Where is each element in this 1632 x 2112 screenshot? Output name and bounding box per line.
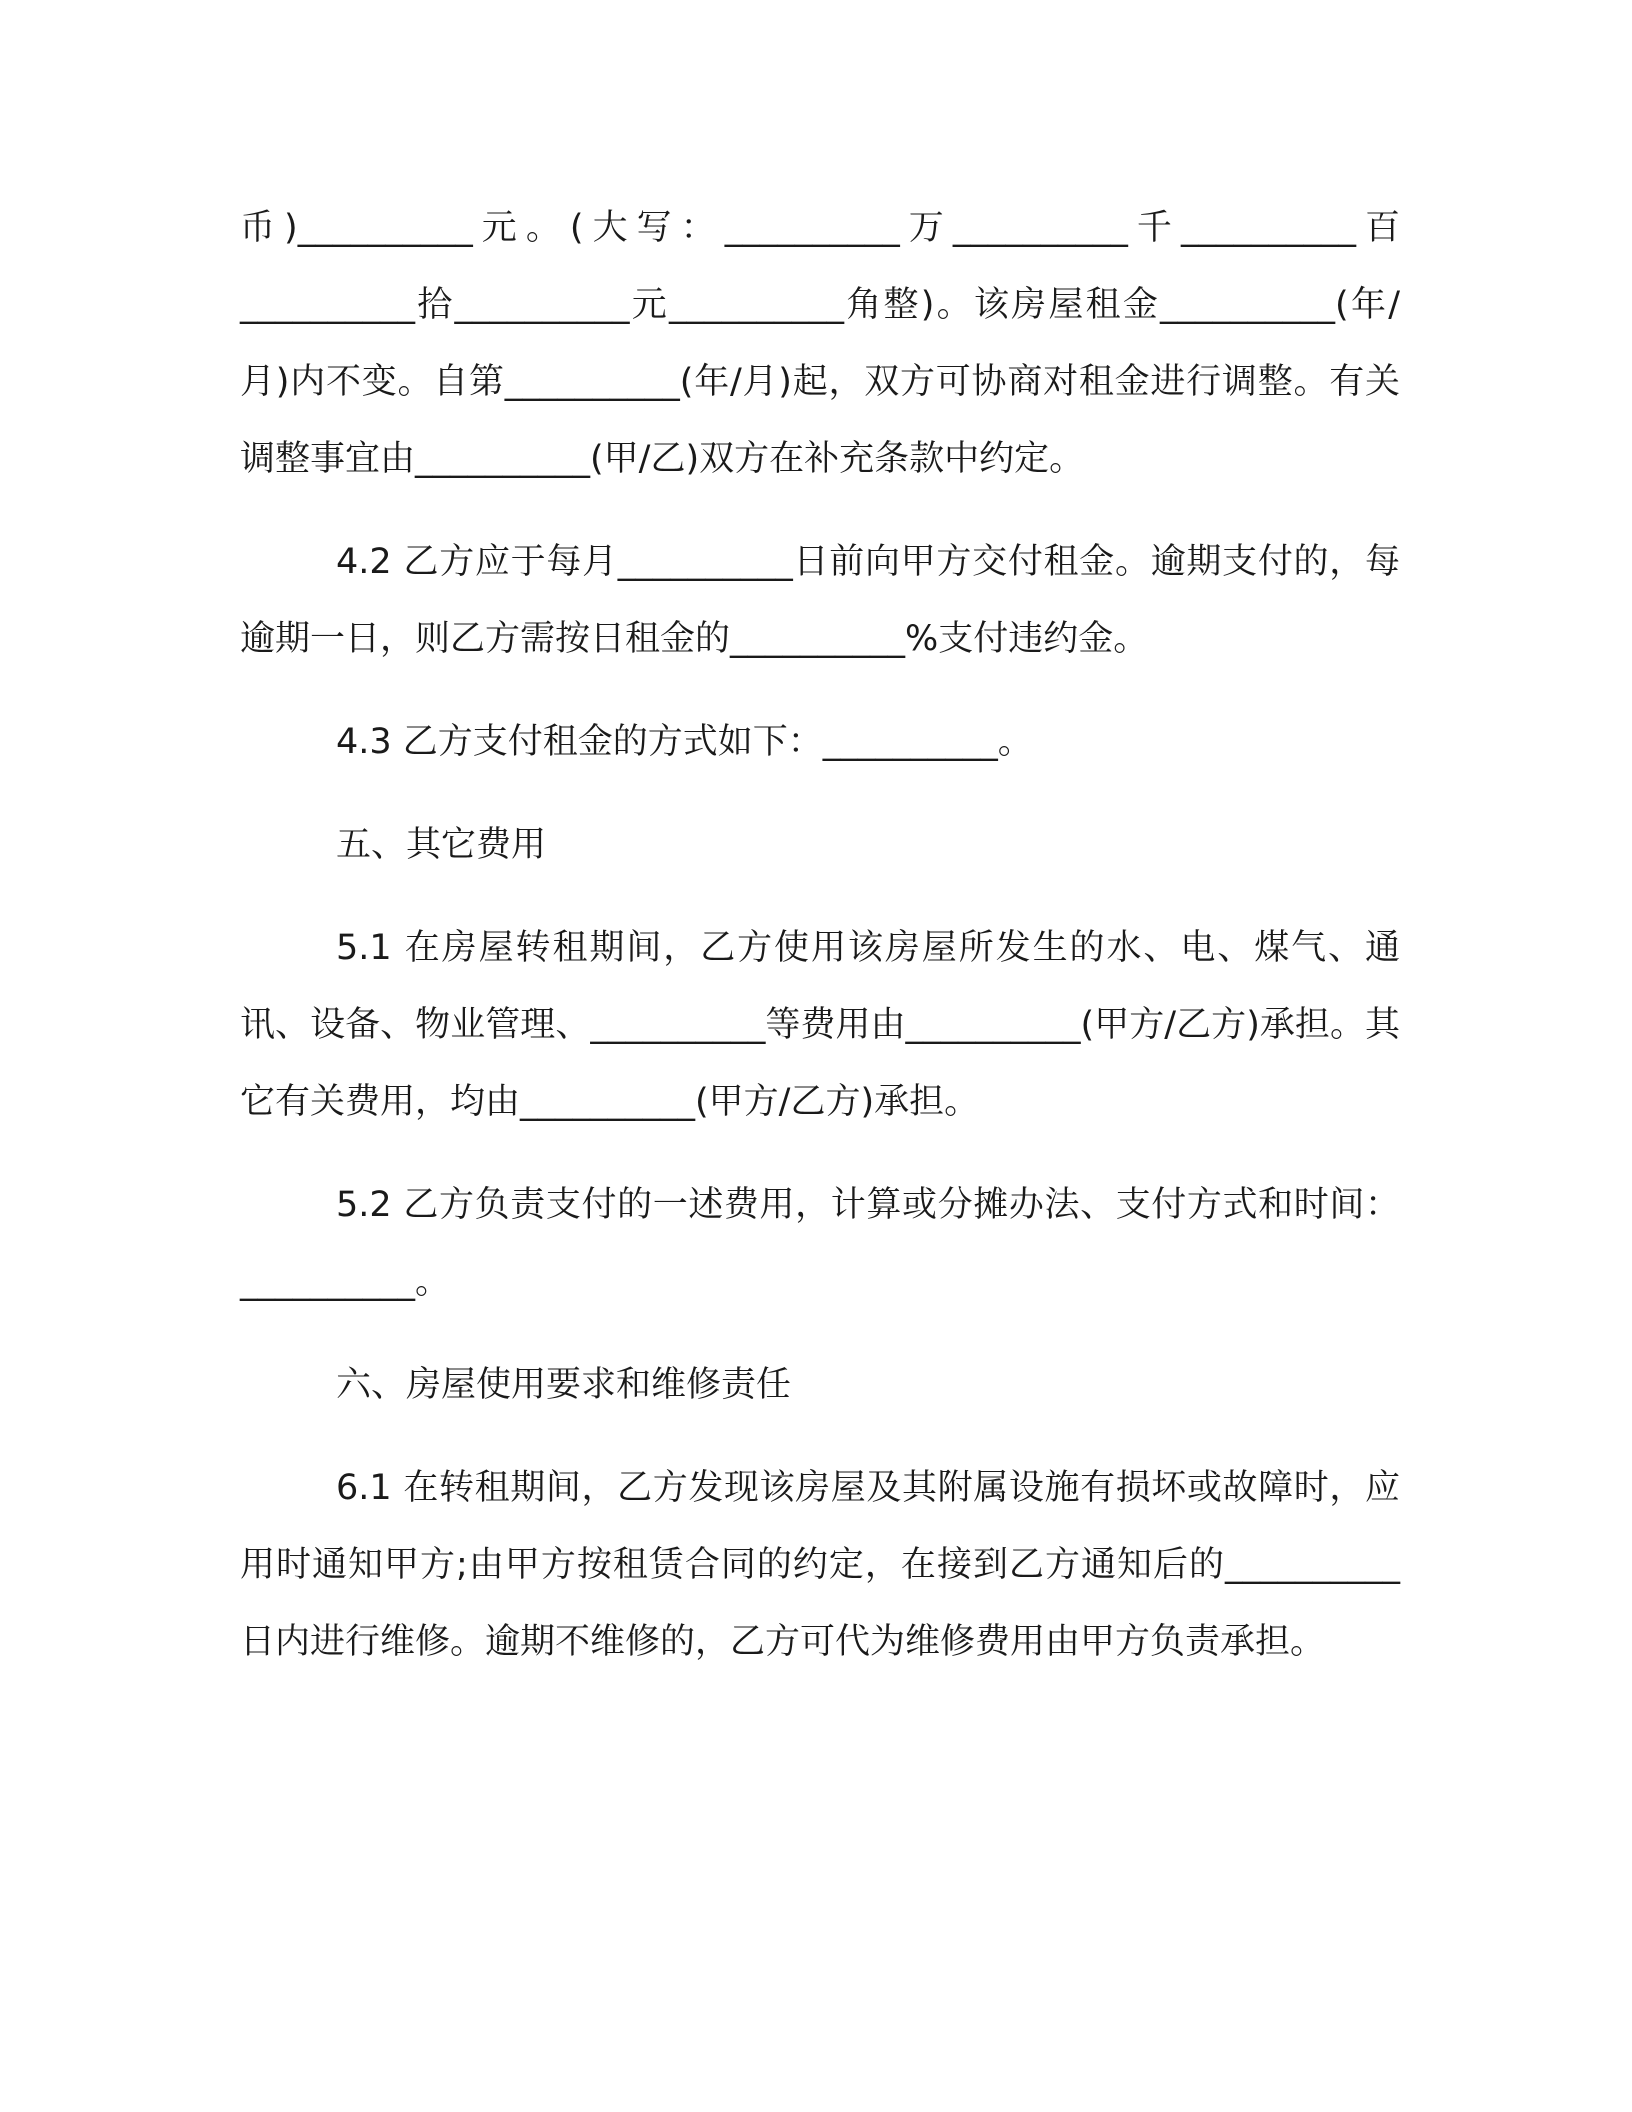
paragraph-5-2-fee-calculation: 5.2 乙方负责支付的一述费用，计算或分摊办法、支付方式和时间：__________。 [240, 1185, 1400, 1302]
section-heading-other-fees: 五、其它费用 [336, 825, 547, 865]
paragraph-rent-amount: 币)__________元。(大写：__________万__________千__________百__________拾__________元__________角整)。该房屋租金__________(年/月)内不变。自第__________(年/月)起，双方可协商对租金进行调整。有关调整事宜由__________(甲/乙)双方在补充条款中约定。 [240, 208, 1400, 479]
paragraph-6-1-repair-duty: 6.1 在转租期间，乙方发现该房屋及其附属设施有损坏或故障时，应用时通知甲方;由甲方按租赁合同的约定，在接到乙方通知后的__________日内进行维修。逾期不维修的，乙方可代为维修费用由甲方负责承担。 [240, 1468, 1400, 1662]
paragraph-5-1-utility-fees: 5.1 在房屋转租期间，乙方使用该房屋所发生的水、电、煤气、通讯、设备、物业管理、__________等费用由__________(甲方/乙方)承担。其它有关费用，均由__________(甲方/乙方)承担。 [240, 928, 1400, 1122]
section-heading-usage-and-repair: 六、房屋使用要求和维修责任 [336, 1365, 792, 1405]
paragraph-4-2-payment-date: 4.2 乙方应于每月__________日前向甲方交付租金。逾期支付的，每逾期一日，则乙方需按日租金的__________%支付违约金。 [240, 542, 1400, 659]
document-body [240, 190, 1400, 1681]
paragraph-4-3-payment-method: 4.3 乙方支付租金的方式如下：__________。 [336, 722, 1033, 762]
